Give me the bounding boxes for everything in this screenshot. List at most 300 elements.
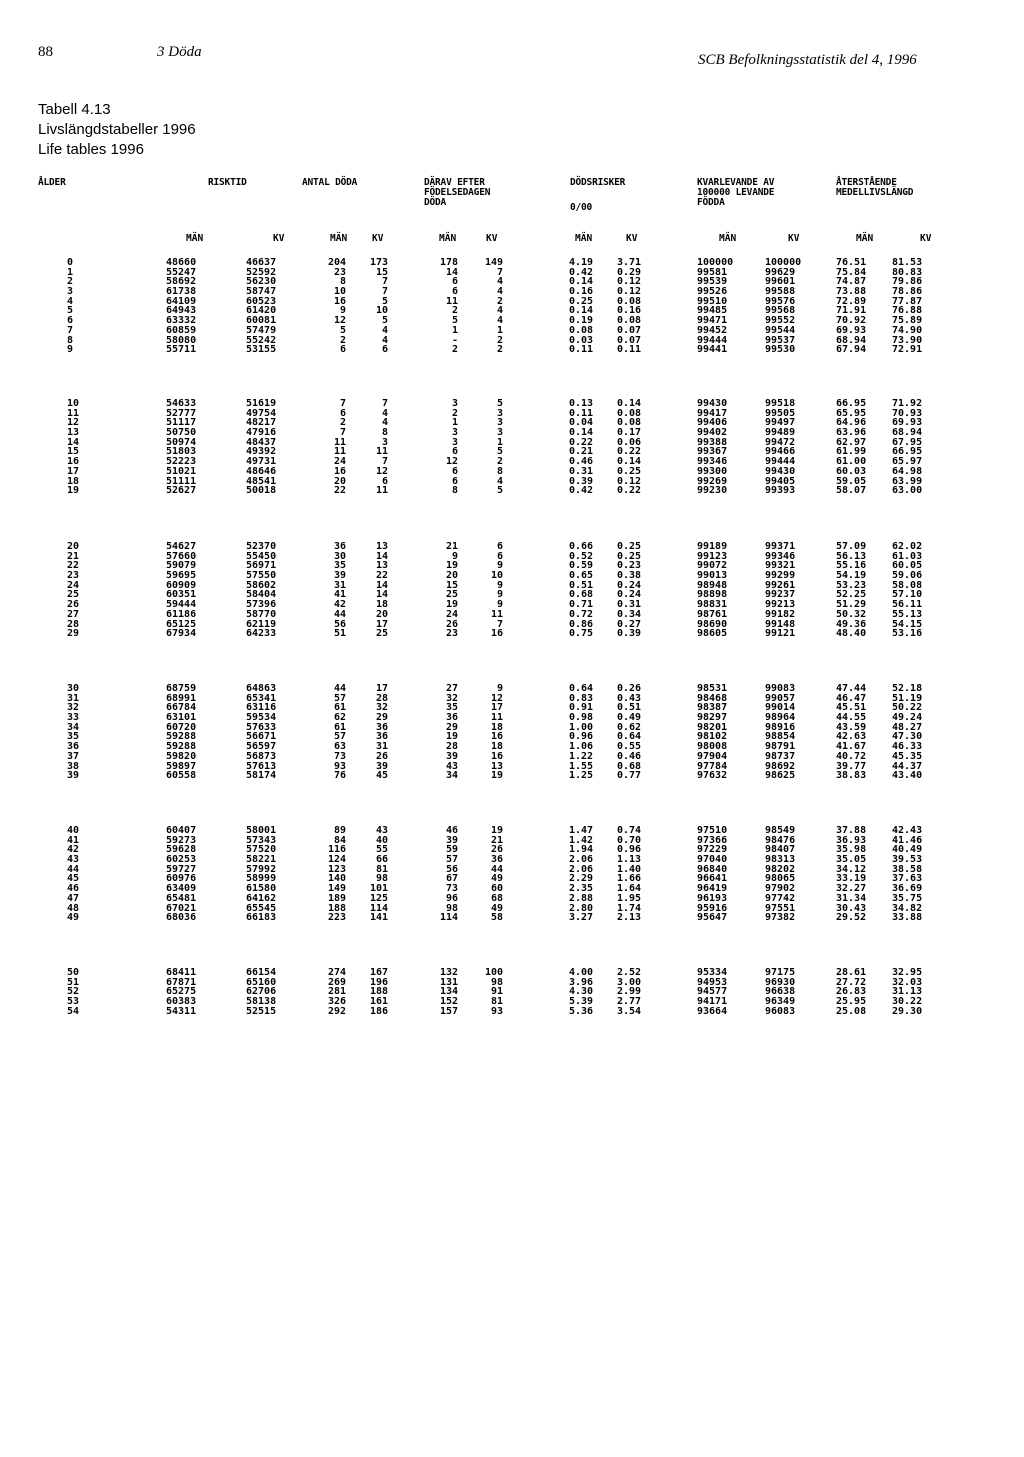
cell-risktid-kv: 51619 <box>246 398 277 409</box>
table-row <box>0 836 1024 846</box>
cell-risktid-man: 51803 <box>166 446 197 458</box>
cell-medel-kv: 51.19 <box>892 692 923 704</box>
cell-doda-man: 24 <box>333 456 346 468</box>
cell-risk-man: 0.16 <box>569 286 594 298</box>
cell-kvarlev-kv: 99261 <box>765 579 796 591</box>
cell-doda-man: 11 <box>333 436 346 448</box>
cell-kvarlev-kv: 97382 <box>765 912 796 924</box>
cell-medel-kv: 60.05 <box>892 560 923 572</box>
cell-medel-man: 72.89 <box>836 295 867 307</box>
cell-alder: 17 <box>67 465 80 477</box>
cell-medel-man: 47.44 <box>836 683 867 694</box>
cell-risk-man: 0.42 <box>569 485 594 497</box>
cell-risk-man: 0.14 <box>569 427 594 439</box>
cell-alder: 48 <box>67 902 80 914</box>
table-row <box>0 874 1024 884</box>
cell-doda-kv: 36 <box>375 731 388 743</box>
cell-medel-kv: 40.49 <box>892 844 923 856</box>
cell-medel-man: 62.97 <box>836 436 867 448</box>
cell-risktid-man: 52627 <box>166 485 197 497</box>
cell-risk-kv: 3.54 <box>617 1005 642 1017</box>
cell-darav-kv: 3 <box>496 427 503 439</box>
cell-kvarlev-man: 96193 <box>697 892 728 904</box>
cell-alder: 5 <box>67 305 74 317</box>
cell-doda-man: 2 <box>339 334 346 346</box>
cell-darav-kv: 5 <box>496 446 503 458</box>
cell-darav-kv: 49 <box>490 902 503 914</box>
cell-alder: 42 <box>67 844 80 856</box>
cell-risktid-kv: 56230 <box>246 276 277 288</box>
cell-alder: 19 <box>67 485 80 497</box>
cell-darav-kv: 4 <box>496 305 503 317</box>
cell-darav-man: 9 <box>451 550 458 562</box>
col-header-darav: DÄRAV EFTER FÖDELSEDAGEN DÖDA <box>424 177 491 208</box>
cell-kvarlev-kv: 99472 <box>765 436 796 448</box>
cell-alder: 38 <box>67 760 80 772</box>
cell-medel-man: 48.40 <box>836 628 867 640</box>
cell-medel-man: 37.88 <box>836 825 867 836</box>
cell-risk-kv: 0.49 <box>617 712 642 724</box>
cell-medel-man: 53.23 <box>836 579 867 591</box>
cell-kvarlev-man: 99123 <box>697 550 728 562</box>
cell-doda-kv: 17 <box>375 683 388 694</box>
cell-doda-man: 36 <box>333 541 346 552</box>
cell-darav-man: 134 <box>439 986 458 998</box>
cell-darav-man: 35 <box>445 702 458 714</box>
cell-doda-man: 2 <box>339 417 346 429</box>
cell-doda-kv: 6 <box>381 344 388 356</box>
cell-risktid-kv: 46637 <box>246 257 277 268</box>
cell-darav-kv: 12 <box>490 692 503 704</box>
cell-alder: 2 <box>67 276 74 288</box>
cell-doda-man: 189 <box>327 892 346 904</box>
cell-risk-man: 3.27 <box>569 912 594 924</box>
cell-medel-kv: 55.13 <box>892 608 923 620</box>
cell-medel-kv: 31.13 <box>892 986 923 998</box>
cell-doda-man: 20 <box>333 475 346 487</box>
table-row <box>0 306 1024 316</box>
cell-risktid-kv: 61420 <box>246 305 277 317</box>
cell-kvarlev-man: 99013 <box>697 570 728 582</box>
cell-medel-kv: 45.35 <box>892 750 923 762</box>
table-row <box>0 968 1024 978</box>
table-row <box>0 600 1024 610</box>
cell-darav-man: 39 <box>445 834 458 846</box>
cell-doda-man: 269 <box>327 976 346 988</box>
cell-kvarlev-man: 98831 <box>697 599 728 611</box>
cell-risk-man: 0.03 <box>569 334 594 346</box>
cell-darav-kv: 7 <box>496 618 503 630</box>
cell-risktid-man: 50974 <box>166 436 197 448</box>
cell-darav-kv: 36 <box>490 854 503 866</box>
cell-darav-man: 3 <box>451 398 458 409</box>
cell-risk-man: 1.42 <box>569 834 594 846</box>
table-row <box>0 486 1024 496</box>
cell-risktid-man: 63332 <box>166 315 197 327</box>
cell-doda-man: 274 <box>327 967 346 978</box>
cell-kvarlev-man: 99444 <box>697 334 728 346</box>
cell-darav-kv: 2 <box>496 344 503 356</box>
cell-risk-man: 5.36 <box>569 1005 594 1017</box>
cell-risktid-man: 54627 <box>166 541 197 552</box>
cell-risk-man: 0.21 <box>569 446 594 458</box>
cell-doda-kv: 6 <box>381 475 388 487</box>
cell-kvarlev-man: 98690 <box>697 618 728 630</box>
cell-doda-man: 188 <box>327 902 346 914</box>
cell-doda-kv: 161 <box>369 996 388 1008</box>
cell-kvarlev-man: 99485 <box>697 305 728 317</box>
cell-doda-kv: 173 <box>369 257 388 268</box>
cell-alder: 45 <box>67 873 80 885</box>
cell-alder: 1 <box>67 266 74 278</box>
table-row <box>0 336 1024 346</box>
cell-alder: 9 <box>67 344 74 356</box>
cell-risk-man: 0.08 <box>569 324 594 336</box>
cell-kvarlev-man: 98297 <box>697 712 728 724</box>
cell-doda-kv: 4 <box>381 324 388 336</box>
cell-doda-kv: 188 <box>369 986 388 998</box>
cell-darav-kv: 4 <box>496 475 503 487</box>
cell-doda-man: 223 <box>327 912 346 924</box>
cell-risk-man: 0.96 <box>569 731 594 743</box>
cell-risk-man: 1.06 <box>569 741 594 753</box>
cell-darav-man: 6 <box>451 286 458 298</box>
table-row <box>0 762 1024 772</box>
cell-darav-kv: 16 <box>490 731 503 743</box>
cell-darav-kv: 2 <box>496 456 503 468</box>
cell-darav-man: 131 <box>439 976 458 988</box>
cell-risktid-kv: 48541 <box>246 475 277 487</box>
cell-medel-man: 54.19 <box>836 570 867 582</box>
cell-risk-man: 0.42 <box>569 266 594 278</box>
cell-kvarlev-man: 99406 <box>697 417 728 429</box>
cell-risk-kv: 0.22 <box>617 446 642 458</box>
cell-kvarlev-kv: 98791 <box>765 741 796 753</box>
subheader-medel-man: MÄN <box>856 233 874 244</box>
cell-kvarlev-kv: 99057 <box>765 692 796 704</box>
cell-risktid-kv: 57396 <box>246 599 277 611</box>
cell-risk-kv: 0.12 <box>617 286 642 298</box>
cell-kvarlev-man: 98761 <box>697 608 728 620</box>
cell-risktid-kv: 56873 <box>246 750 277 762</box>
cell-medel-kv: 76.88 <box>892 305 923 317</box>
cell-alder: 3 <box>67 286 74 298</box>
cell-medel-kv: 62.02 <box>892 541 923 552</box>
cell-darav-man: 43 <box>445 760 458 772</box>
cell-alder: 39 <box>67 770 80 782</box>
cell-darav-man: 178 <box>439 257 458 268</box>
cell-medel-kv: 80.83 <box>892 266 923 278</box>
cell-risk-man: 0.86 <box>569 618 594 630</box>
cell-darav-kv: 98 <box>490 976 503 988</box>
cell-darav-kv: 149 <box>484 257 503 268</box>
cell-risktid-kv: 62706 <box>246 986 277 998</box>
cell-risktid-kv: 57479 <box>246 324 277 336</box>
cell-kvarlev-man: 94577 <box>697 986 728 998</box>
cell-kvarlev-man: 99417 <box>697 407 728 419</box>
cell-alder: 8 <box>67 334 74 346</box>
cell-medel-man: 31.34 <box>836 892 867 904</box>
cell-risktid-man: 50750 <box>166 427 197 439</box>
cell-darav-man: 23 <box>445 628 458 640</box>
cell-darav-kv: 81 <box>490 996 503 1008</box>
cell-medel-kv: 68.94 <box>892 427 923 439</box>
table-row <box>0 620 1024 630</box>
cell-medel-kv: 59.06 <box>892 570 923 582</box>
cell-alder: 53 <box>67 996 80 1008</box>
cell-doda-man: 10 <box>333 286 346 298</box>
cell-risk-kv: 0.26 <box>617 683 642 694</box>
cell-medel-man: 58.07 <box>836 485 867 497</box>
table-row <box>0 742 1024 752</box>
cell-medel-kv: 36.69 <box>892 883 923 895</box>
cell-medel-kv: 38.58 <box>892 863 923 875</box>
cell-risk-kv: 0.17 <box>617 427 642 439</box>
cell-medel-kv: 74.90 <box>892 324 923 336</box>
cell-risktid-man: 68411 <box>166 967 197 978</box>
cell-doda-kv: 7 <box>381 398 388 409</box>
cell-risktid-kv: 60523 <box>246 295 277 307</box>
table-row <box>0 409 1024 419</box>
cell-doda-kv: 4 <box>381 334 388 346</box>
cell-risk-man: 0.66 <box>569 541 594 552</box>
table-row <box>0 552 1024 562</box>
cell-kvarlev-kv: 99497 <box>765 417 796 429</box>
cell-risktid-man: 63101 <box>166 712 197 724</box>
cell-risktid-kv: 66154 <box>246 967 277 978</box>
cell-risk-man: 1.22 <box>569 750 594 762</box>
table-row <box>0 418 1024 428</box>
cell-alder: 33 <box>67 712 80 724</box>
cell-medel-kv: 29.30 <box>892 1005 923 1017</box>
table-row <box>0 913 1024 923</box>
table-row <box>0 752 1024 762</box>
cell-doda-kv: 29 <box>375 712 388 724</box>
cell-risktid-kv: 61580 <box>246 883 277 895</box>
cell-doda-kv: 125 <box>369 892 388 904</box>
cell-risktid-kv: 57550 <box>246 570 277 582</box>
cell-risktid-kv: 64863 <box>246 683 277 694</box>
cell-risktid-kv: 52592 <box>246 266 277 278</box>
cell-medel-kv: 33.88 <box>892 912 923 924</box>
cell-kvarlev-kv: 99505 <box>765 407 796 419</box>
cell-darav-man: 2 <box>451 305 458 317</box>
cell-alder: 22 <box>67 560 80 572</box>
col-header-alder: ÅLDER <box>38 177 66 188</box>
cell-kvarlev-man: 98102 <box>697 731 728 743</box>
cell-kvarlev-man: 95916 <box>697 902 728 914</box>
row-group-20 <box>0 542 1024 639</box>
cell-risk-man: 0.11 <box>569 344 594 356</box>
cell-risktid-kv: 57992 <box>246 863 277 875</box>
cell-risktid-man: 65125 <box>166 618 197 630</box>
cell-risk-man: 0.04 <box>569 417 594 429</box>
cell-medel-kv: 78.86 <box>892 286 923 298</box>
cell-kvarlev-man: 96419 <box>697 883 728 895</box>
cell-medel-man: 35.05 <box>836 854 867 866</box>
cell-medel-kv: 54.15 <box>892 618 923 630</box>
table-row <box>0 771 1024 781</box>
cell-risk-man: 0.65 <box>569 570 594 582</box>
cell-darav-kv: 9 <box>496 579 503 591</box>
cell-risktid-man: 60859 <box>166 324 197 336</box>
cell-risk-kv: 0.14 <box>617 456 642 468</box>
subheader-darav-kv: KV <box>486 233 498 244</box>
cell-medel-kv: 65.97 <box>892 456 923 468</box>
cell-kvarlev-kv: 99576 <box>765 295 796 307</box>
cell-medel-kv: 56.11 <box>892 599 923 611</box>
cell-medel-man: 75.84 <box>836 266 867 278</box>
cell-kvarlev-kv: 98202 <box>765 863 796 875</box>
cell-risktid-man: 59897 <box>166 760 197 772</box>
cell-doda-kv: 55 <box>375 844 388 856</box>
cell-doda-man: 39 <box>333 570 346 582</box>
cell-doda-man: 31 <box>333 579 346 591</box>
cell-doda-man: 61 <box>333 721 346 733</box>
cell-kvarlev-man: 97229 <box>697 844 728 856</box>
cell-darav-man: 96 <box>445 892 458 904</box>
cell-medel-man: 52.25 <box>836 589 867 601</box>
cell-darav-kv: 93 <box>490 1005 503 1017</box>
cell-darav-man: 34 <box>445 770 458 782</box>
cell-risk-man: 0.39 <box>569 475 594 487</box>
cell-medel-man: 57.09 <box>836 541 867 552</box>
cell-risktid-kv: 49392 <box>246 446 277 458</box>
cell-doda-kv: 98 <box>375 873 388 885</box>
cell-kvarlev-kv: 98692 <box>765 760 796 772</box>
cell-medel-kv: 63.99 <box>892 475 923 487</box>
col-header-per-mille: 0/00 <box>570 202 593 213</box>
cell-doda-man: 44 <box>333 608 346 620</box>
cell-risktid-man: 48660 <box>166 257 197 268</box>
cell-medel-man: 35.98 <box>836 844 867 856</box>
table-row <box>0 477 1024 487</box>
cell-medel-man: 34.12 <box>836 863 867 875</box>
cell-risk-kv: 0.12 <box>617 475 642 487</box>
cell-doda-kv: 45 <box>375 770 388 782</box>
cell-kvarlev-kv: 99444 <box>765 456 796 468</box>
cell-kvarlev-man: 97632 <box>697 770 728 782</box>
cell-medel-kv: 37.63 <box>892 873 923 885</box>
cell-darav-kv: 68 <box>490 892 503 904</box>
cell-darav-kv: 9 <box>496 683 503 694</box>
cell-risktid-man: 63409 <box>166 883 197 895</box>
cell-doda-man: 140 <box>327 873 346 885</box>
subheader-darav-man: MÄN <box>439 233 457 244</box>
cell-alder: 25 <box>67 589 80 601</box>
cell-darav-kv: 10 <box>490 570 503 582</box>
cell-darav-man: 19 <box>445 599 458 611</box>
cell-doda-kv: 36 <box>375 721 388 733</box>
row-group-50 <box>0 968 1024 1016</box>
cell-kvarlev-man: 96840 <box>697 863 728 875</box>
table-row <box>0 703 1024 713</box>
cell-darav-man: 14 <box>445 266 458 278</box>
cell-medel-kv: 32.95 <box>892 967 923 978</box>
cell-kvarlev-kv: 96083 <box>765 1005 796 1017</box>
cell-alder: 20 <box>67 541 80 552</box>
cell-risktid-man: 57660 <box>166 550 197 562</box>
cell-risktid-kv: 58602 <box>246 579 277 591</box>
cell-medel-kv: 41.46 <box>892 834 923 846</box>
cell-risk-kv: 0.08 <box>617 407 642 419</box>
cell-doda-man: 41 <box>333 589 346 601</box>
cell-medel-man: 63.96 <box>836 427 867 439</box>
cell-kvarlev-man: 98387 <box>697 702 728 714</box>
cell-doda-man: 292 <box>327 1005 346 1017</box>
cell-risktid-man: 59288 <box>166 731 197 743</box>
cell-doda-kv: 17 <box>375 618 388 630</box>
cell-doda-man: 123 <box>327 863 346 875</box>
table-row <box>0 1007 1024 1017</box>
subheader-kvarlev-kv: KV <box>788 233 800 244</box>
cell-medel-kv: 81.53 <box>892 257 923 268</box>
cell-doda-kv: 186 <box>369 1005 388 1017</box>
cell-risktid-man: 59288 <box>166 741 197 753</box>
cell-medel-man: 30.43 <box>836 902 867 914</box>
cell-risk-kv: 0.43 <box>617 692 642 704</box>
cell-darav-kv: 21 <box>490 834 503 846</box>
cell-darav-man: 114 <box>439 912 458 924</box>
table-row <box>0 694 1024 704</box>
subheader-doda-kv: KV <box>372 233 384 244</box>
cell-risk-man: 2.29 <box>569 873 594 885</box>
cell-doda-kv: 4 <box>381 407 388 419</box>
cell-risk-kv: 0.77 <box>617 770 642 782</box>
cell-doda-man: 149 <box>327 883 346 895</box>
cell-alder: 24 <box>67 579 80 591</box>
cell-risktid-man: 60253 <box>166 854 197 866</box>
cell-doda-man: 61 <box>333 702 346 714</box>
cell-medel-kv: 71.92 <box>892 398 923 409</box>
cell-doda-man: 73 <box>333 750 346 762</box>
cell-darav-man: 8 <box>451 485 458 497</box>
cell-darav-kv: 26 <box>490 844 503 856</box>
cell-doda-man: 326 <box>327 996 346 1008</box>
cell-risk-kv: 1.40 <box>617 863 642 875</box>
cell-medel-man: 55.16 <box>836 560 867 572</box>
cell-risktid-man: 59444 <box>166 599 197 611</box>
cell-medel-kv: 50.22 <box>892 702 923 714</box>
cell-risk-kv: 0.74 <box>617 825 642 836</box>
cell-risk-kv: 0.08 <box>617 295 642 307</box>
cell-medel-man: 64.96 <box>836 417 867 429</box>
cell-doda-man: 44 <box>333 683 346 694</box>
cell-doda-kv: 4 <box>381 417 388 429</box>
col-header-dodsrisker: DÖDSRISKER <box>570 177 626 188</box>
cell-medel-kv: 35.75 <box>892 892 923 904</box>
cell-risk-man: 0.25 <box>569 295 594 307</box>
table-row <box>0 447 1024 457</box>
cell-medel-man: 42.63 <box>836 731 867 743</box>
cell-doda-kv: 11 <box>375 446 388 458</box>
cell-risktid-man: 51021 <box>166 465 197 477</box>
cell-risktid-man: 58692 <box>166 276 197 288</box>
cell-risk-kv: 0.14 <box>617 398 642 409</box>
cell-darav-kv: 9 <box>496 589 503 601</box>
cell-darav-man: 32 <box>445 692 458 704</box>
subheader-medel-kv: KV <box>920 233 932 244</box>
cell-medel-man: 66.95 <box>836 398 867 409</box>
cell-medel-man: 41.67 <box>836 741 867 753</box>
cell-risk-man: 1.25 <box>569 770 594 782</box>
subheader-risk-kv: KV <box>626 233 638 244</box>
cell-risk-man: 4.19 <box>569 257 594 268</box>
cell-risk-kv: 0.24 <box>617 589 642 601</box>
cell-kvarlev-kv: 97551 <box>765 902 796 914</box>
cell-kvarlev-kv: 99629 <box>765 266 796 278</box>
cell-doda-kv: 11 <box>375 485 388 497</box>
